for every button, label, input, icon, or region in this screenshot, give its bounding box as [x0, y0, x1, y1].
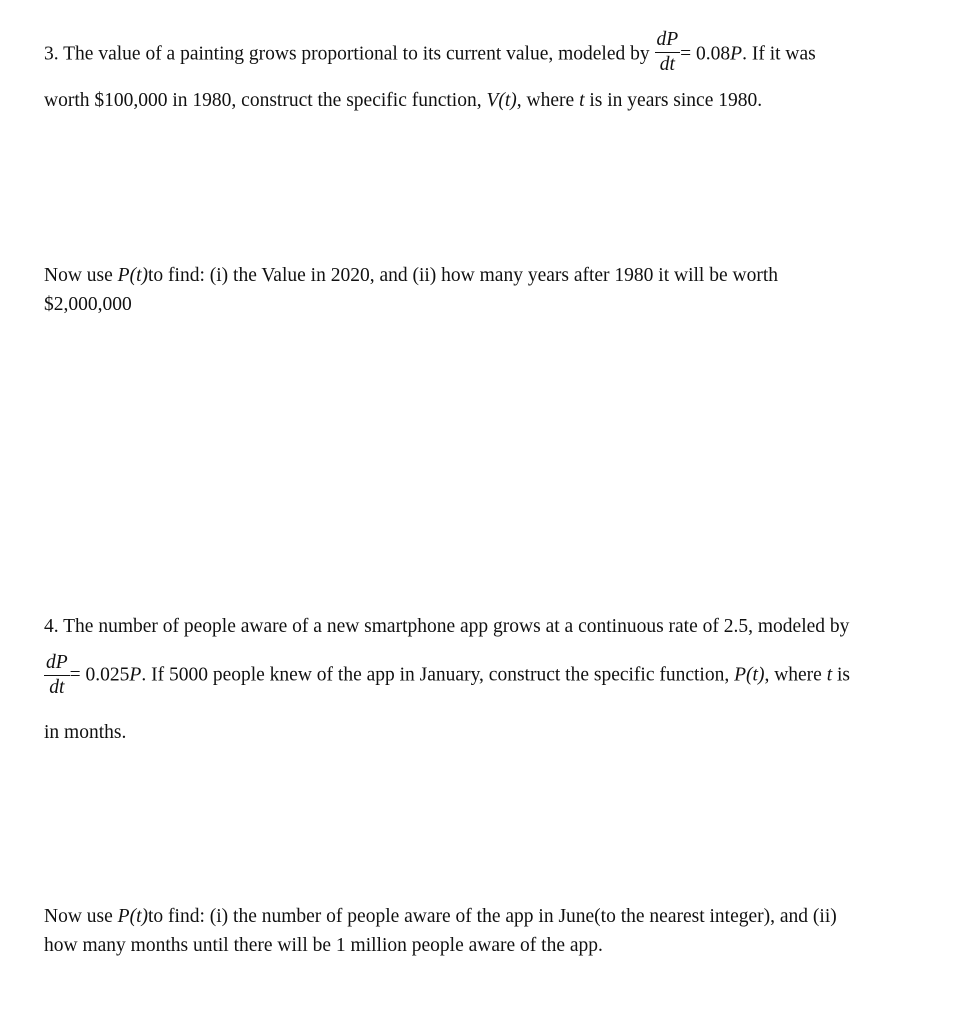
fraction-numerator: dP — [655, 30, 681, 53]
problem-3-intro-tail: . If it was — [742, 43, 816, 65]
problem-3-line-1 — [44, 29, 816, 76]
equation-variable: P — [730, 43, 743, 65]
followup-text: Now use — [44, 906, 113, 927]
problem-4-text-b: , where — [764, 664, 822, 686]
problem-4-text-c: is — [837, 664, 851, 686]
fraction-denominator: dt — [659, 54, 675, 76]
problem-4-line-1 — [44, 617, 849, 637]
problem-4-followup-line-2 — [44, 936, 603, 956]
equation-variable: P — [129, 664, 142, 686]
problem-4-text-d: in months. — [44, 722, 127, 743]
problem-3-followup-line-1 — [44, 266, 778, 286]
problem-4-intro: 4. The number of people aware of a new smartphone app grows at a continuous rate of 2.5, modeled by — [44, 616, 850, 637]
followup-text-b: to find: (i) the number of people aware of the app in June(to the nearest integer), and (ii) — [148, 906, 837, 927]
problem-3-line-2 — [44, 91, 762, 111]
function-name: P — [734, 664, 747, 686]
followup-amount: $2,000,000 — [44, 294, 132, 315]
problem-3-intro: 3. The value of a painting grows proportional to its current value, modeled by — [44, 43, 650, 65]
variable-t: t — [579, 90, 585, 111]
fraction-denominator: dt — [49, 677, 65, 699]
function-ref: P(t) — [117, 906, 148, 927]
function-arg: (t) — [746, 664, 765, 686]
derivative-fraction — [655, 30, 681, 76]
problem-4-text: . If 5000 people knew of the app in January, construct the specific function, — [141, 664, 730, 686]
derivative-fraction — [44, 653, 70, 699]
followup-text-b: to find: (i) the Value in 2020, and (ii) how many years after 1980 it will be worth — [148, 265, 778, 286]
fraction-numerator: dP — [44, 653, 70, 676]
problem-4-line-3 — [44, 723, 126, 743]
problem-4-line-2 — [44, 653, 850, 699]
variable-t: t — [826, 664, 833, 686]
problem-3-text: worth $100,000 in 1980, construct the specific function, — [44, 90, 482, 111]
problem-3-text-c: is in years since 1980. — [589, 90, 763, 111]
equation-rhs: = 0.08 — [680, 43, 731, 65]
followup-text-c: how many months until there will be 1 million people aware of the app. — [44, 935, 603, 956]
function-ref: P(t) — [117, 265, 148, 286]
problem-3-followup-line-2 — [44, 295, 132, 315]
function-arg: (t) — [498, 90, 517, 111]
function-name: V — [486, 90, 499, 111]
problem-4-followup-line-1 — [44, 907, 837, 927]
problem-3-text-b: , where — [516, 90, 575, 111]
followup-text: Now use — [44, 265, 113, 286]
equation-rhs: = 0.025 — [69, 664, 130, 686]
